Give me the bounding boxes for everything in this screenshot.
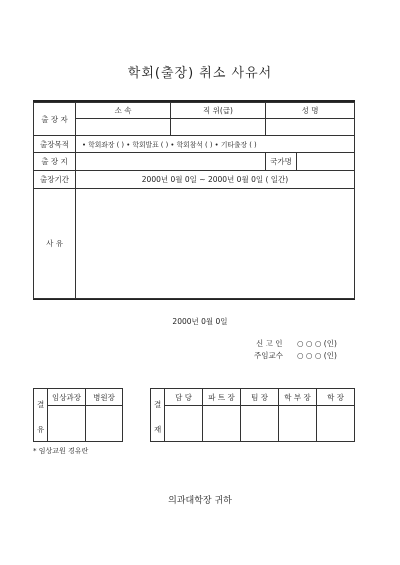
approval-left-side-label-2: 유 bbox=[37, 425, 45, 434]
approval-right-col2: 파 트 장 bbox=[202, 388, 241, 406]
location-label: 출 장 지 bbox=[33, 152, 76, 171]
approval-left-sign1[interactable] bbox=[47, 405, 86, 442]
country-label: 국가명 bbox=[265, 152, 297, 171]
reason-field[interactable] bbox=[75, 188, 355, 299]
period-label: 출장기간 bbox=[33, 170, 76, 189]
location-field[interactable] bbox=[75, 152, 266, 171]
approval-right-sign3[interactable] bbox=[240, 405, 279, 442]
position-header: 직 위(급) bbox=[170, 102, 266, 119]
approval-left-col1: 임상과장 bbox=[47, 388, 86, 406]
footnote: * 임상교원 경유란 bbox=[33, 447, 89, 455]
approval-right-col5: 학 장 bbox=[316, 388, 355, 406]
approval-right-side-label-1: 결 bbox=[154, 400, 162, 409]
addressee: 의과대학장 귀하 bbox=[168, 496, 232, 506]
applicant-label: 출 장 자 bbox=[33, 102, 76, 136]
approval-right-col3: 팀 장 bbox=[240, 388, 279, 406]
approval-right-col4: 학 부 장 bbox=[278, 388, 317, 406]
purpose-options[interactable]: • 학회좌장 ( ) • 학회발표 ( ) • 학회참석 ( ) • 기타출장 ( ) bbox=[75, 135, 355, 153]
approval-left-side-label-1: 결 bbox=[37, 400, 45, 409]
approval-right-sign1[interactable] bbox=[164, 405, 203, 442]
approval-right-sign2[interactable] bbox=[202, 405, 241, 442]
reporter-seal: ○ ○ ○ (인) bbox=[297, 339, 337, 348]
affiliation-field[interactable] bbox=[75, 118, 171, 136]
document-date: 2000년 0월 0일 bbox=[172, 317, 228, 326]
period-value[interactable]: 2000년 0월 0일 ~ 2000년 0월 0일 ( 일간) bbox=[75, 170, 355, 189]
reporter-label: 신 고 인 bbox=[256, 339, 283, 348]
country-field[interactable] bbox=[296, 152, 355, 171]
name-field[interactable] bbox=[265, 118, 355, 136]
approval-right-col1: 담 당 bbox=[164, 388, 203, 406]
professor-label: 주임교수 bbox=[254, 351, 283, 360]
approval-left-col2: 병원장 bbox=[85, 388, 123, 406]
reason-label: 사 유 bbox=[33, 188, 76, 299]
purpose-label: 출장목적 bbox=[33, 135, 76, 153]
position-field[interactable] bbox=[170, 118, 266, 136]
professor-seal: ○ ○ ○ (인) bbox=[297, 351, 337, 360]
approval-left-sign2[interactable] bbox=[85, 405, 123, 442]
name-header: 성 명 bbox=[265, 102, 355, 119]
affiliation-header: 소 속 bbox=[75, 102, 171, 119]
document-title: 학회(출장) 취소 사유서 bbox=[127, 66, 273, 81]
approval-right-sign5[interactable] bbox=[316, 405, 355, 442]
approval-right-sign4[interactable] bbox=[278, 405, 317, 442]
approval-right-side-label-2: 재 bbox=[154, 425, 162, 434]
